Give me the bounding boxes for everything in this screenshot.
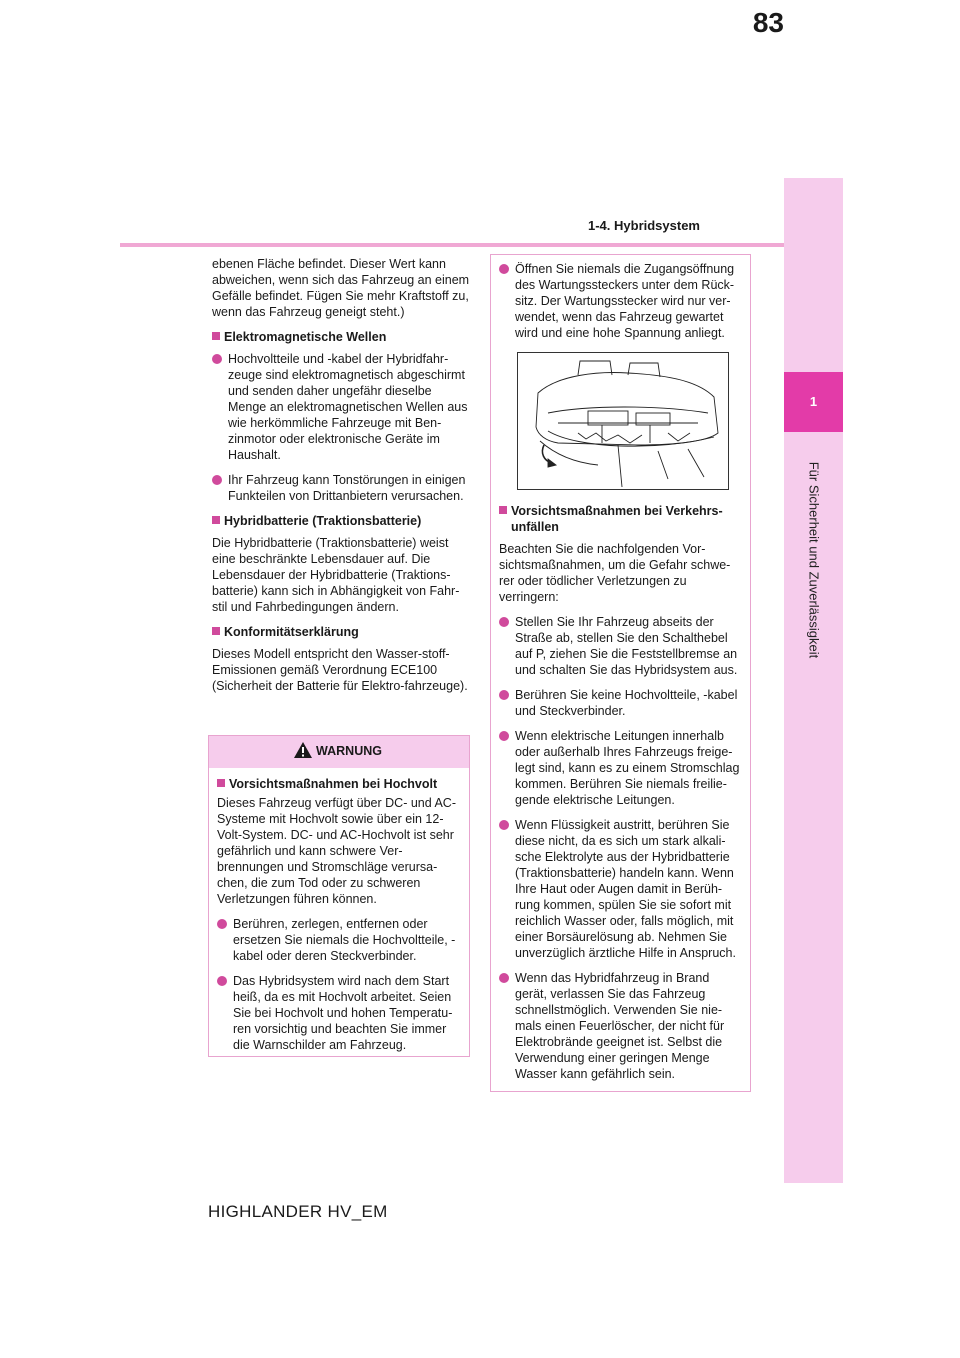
footer-model: HIGHLANDER HV_EM [208,1202,388,1221]
warning-box [208,735,470,1057]
battery-paragraph: Die Hybridbatterie (Traktionsbatterie) weist eine beschränkte Lebensdauer auf. Die Lebensdauer der Hybridbatterie (Traktions-batterie) kann sich in Abhängigkeit von Fahr-stil und Fahrbedingungen ändern. [212,536,460,614]
conformity-heading: Konformitätserklärung [212,624,470,640]
list-item: Ihr Fahrzeug kann Tonstörungen in einigen Funkteilen von Drittanbietern verursachen. [212,472,470,504]
warning-body [209,768,469,1053]
seat-drawing [518,353,728,489]
chapter-tab[interactable]: 1 [784,372,843,432]
warning-title: WARNUNG [316,744,382,758]
circle-bullet-icon [499,731,509,741]
chapter-label [784,440,843,680]
circle-bullet-icon [212,354,222,364]
list-item: Öffnen Sie niemals die Zugangsöffnung des Wartungssteckers unter dem Rück-sitz. Der Wartungsstecker wird nur ver-wendet, wenn das Fahrzeug gewartet wird und eine hohe Spannung anliegt. [499,261,742,341]
list-item: Stellen Sie Ihr Fahrzeug abseits der Straße ab, stellen Sie den Schalthebel auf P, ziehen Sie die Feststellbremse an und schalten Sie das Hybridsystem aus. [499,614,742,678]
square-bullet-icon [212,332,220,340]
warning-header [209,736,469,768]
accident-paragraph: Beachten Sie die nachfolgenden Vor-sichtsmaßnahmen, um die Gefahr schwe-rer oder tödlicher Verletzungen zu verringern: [499,542,731,604]
list-item: Wenn das Hybridfahrzeug in Brand gerät, verlassen Sie das Fahrzeug schnellstmöglich. Verwenden Sie nie-mals einen Feuerlöscher, der nicht für Elektrobrände geeignet ist. Selbst die Verwendung einer geringen Menge Wasser kann gefährlich sein. [499,970,742,1082]
square-bullet-icon [212,627,220,635]
page-number: 83 [752,7,784,38]
left-column [212,256,470,703]
list-item: Wenn Flüssigkeit austritt, berühren Sie diese nicht, da es sich um stark alkali-sche Elektrolyte aus der Hybridbatterie (Traktionsbatterie) handeln kann. Wenn Ihre Haut oder Augen damit in Berüh-rung kommen, spülen Sie sie sofort mit reichlich Wasser oder, falls möglich, mit einer Borsäurelösung ab. Nehmen Sie unverzüglich ärztliche Hilfe in Anspruch. [499,817,742,961]
circle-bullet-icon [217,976,227,986]
list-item: Berühren Sie keine Hochvoltteile, -kabel und Steckverbinder. [499,687,742,719]
square-bullet-icon [499,506,507,514]
circle-bullet-icon [499,820,509,830]
circle-bullet-icon [217,919,227,929]
battery-heading: Hybridbatterie (Traktionsbatterie) [212,513,470,529]
square-bullet-icon [212,516,220,524]
list-item: Hochvoltteile und -kabel der Hybridfahr-zeuge sind elektromagnetisch abgeschirmt und senden daher ungefähr dieselbe Menge an elektromagnetischen Wellen aus wie herkömmliche Fahrzeuge mit Ben-zinmotor oder elektronische Geräte im Haushalt. [212,351,470,463]
em-heading: Elektromagnetische Wellen [212,329,470,345]
chapter-sidebar [784,178,843,1183]
rear-seat-illustration [517,352,729,490]
circle-bullet-icon [499,690,509,700]
circle-bullet-icon [499,973,509,983]
circle-bullet-icon [212,475,222,485]
section-title: 1-4. Hybridsystem [588,218,700,233]
list-item: Berühren, zerlegen, entfernen oder ersetzen Sie niemals die Hochvoltteile, -kabel oder deren Steckverbinder. [217,916,461,964]
square-bullet-icon [217,779,225,787]
circle-bullet-icon [499,617,509,627]
list-item: Das Hybridsystem wird nach dem Start heiß, da es mit Hochvolt arbeitet. Seien Sie bei Hochvolt und hohen Temperatu-ren vorsichtig und beachten Sie immer die Warnschilder am Fahrzeug. [217,973,461,1053]
list-item: Wenn elektrische Leitungen innerhalb oder außerhalb Ihres Fahrzeugs freige-legt sind, kann es zu einem Stromschlag kommen. Berühren Sie niemals freilie-gende elektrische Leitungen. [499,728,742,808]
warning-heading: Vorsichtsmaßnahmen bei Hochvolt [217,776,461,792]
accident-heading: Vorsichtsmaßnahmen bei Verkehrs-unfällen [499,503,742,535]
intro-paragraph: ebenen Fläche befindet. Dieser Wert kann abweichen, wenn sich das Fahrzeug an einem Gefälle befindet. Fügen Sie mehr Kraftstoff zu, wenn das Fahrzeug geneigt steht.) [212,257,470,319]
chapter-title: Für Sicherheit und Zuverlässigkeit [806,461,821,659]
circle-bullet-icon [499,264,509,274]
warning-paragraph: Dieses Fahrzeug verfügt über DC- und AC-Systeme mit Hochvolt sowie über ein 12-Volt-System. DC- und AC-Hochvolt ist sehr gefährlich und kann schwere Ver-brennungen und Stromschläge verursa-chen, die zum Tod oder zu schweren Verletzungen führen können. [217,796,456,906]
conformity-paragraph: Dieses Modell entspricht den Wasser-stoff-Emissionen gemäß Verordnung ECE100 (Sicherheit der Batterie für Elektro-fahrzeuge). [212,647,468,693]
header-rule [120,243,784,247]
